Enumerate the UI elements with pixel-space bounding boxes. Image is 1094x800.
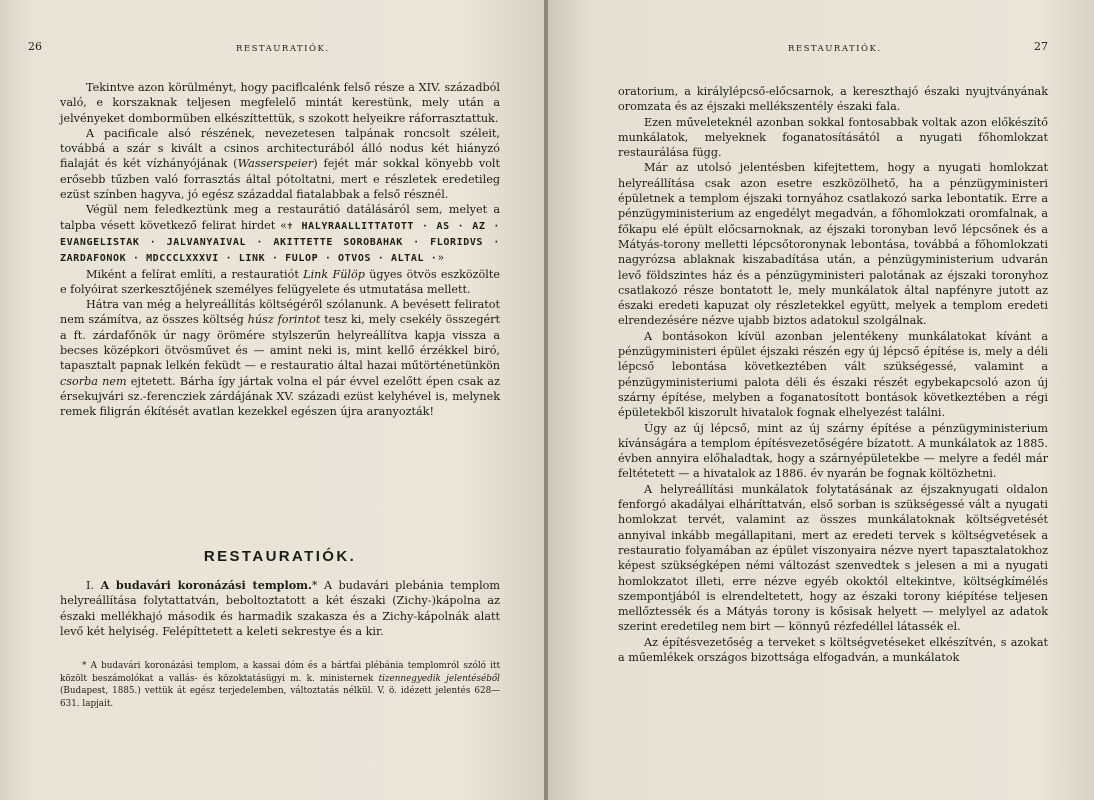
paragraph [60, 297, 500, 419]
italic-term: Wasserspeier [237, 157, 314, 171]
paragraph: A helyreállítási munkálatok folytatásának az éjszaknyugati oldalon fenforgó akadályai elháríttatván, első sorban is szükségessé vált a nyugati homlokzat tervét, valamint az összes munkálatoknak költségvetését annyival inkább megállapitani, mert az eredeti tervek s költségvetések a restauratio folyamában az épület viszonyaira nézve nyert tapasztalatokhoz képest szükségképen némi változást szenvedtek s jelesen a mi a nyugati homlokzatot illeti, erre nézve egyéb okoktól eltekintve, költségkímélés szempontjából is elrendeltetett, hogy az északi torony kiépítése teljesen mellőztessék és a Mátyás torony is kősisak helyett — melylyel az adatok szerint eredetileg nem birt — könnyű rézfedéllel látassék el. [618, 482, 1048, 634]
text-run: ejtetett. Bárha így jártak volna el pár évvel ezelőtt épen csak az érsekujvári sz.-ferencziek zárdájának XV. századi ezüst kelyhével is, melynek remek filigrán ékítését avatlan kezekkel egészen újra aranyozták! [60, 374, 500, 419]
paragraph [60, 126, 500, 202]
left-body-text [60, 80, 500, 420]
page-number-left: 26 [28, 40, 42, 53]
paragraph: Ezen műveleteknél azonban sokkal fontosabbak voltak azon előkészítő munkálatok, melyeknek foganatosításától a nyugati főhomlokzat restaurálása függ. [618, 115, 1048, 160]
text-run: ) fejét már sokkal könyebb volt erősebb tűzben való forrasztás által pótoltatni, mert e részletek eredetileg ezüst színben hagyva, jó egész századdal fiatalabbak a felső résznél. [60, 157, 501, 202]
section-body-text [60, 578, 500, 639]
paragraph [60, 202, 500, 266]
gothic-inscription: ✝ HALYRAALLITTATOTT · AS · AZ · EVANGELISTAK · JALVANYAIVAL · AKITTETTE SOROBAHAK · FLORIDVS · ZARDAFONOK · MDCCCLXXXVI · LINK · FULOP · OTVOS · ALTAL · [60, 220, 500, 265]
text-run: Végül nem feledkeztünk meg a restaurátió datálásáról sem, melyet a talpba vésett következő felirat hirdet « [60, 203, 500, 232]
paragraph: A bontásokon kívül azonban jelentékeny munkálatokat kívánt a pénzügyministeri épület éjszaki részén egy új lépcső építése is, mely a déli lépcső lebontása következtében vált szükségessé, valamint a pénzügyministeriumi palota déli és északi részét egybekapcsoló azon új szárny építése, melyben a foganatosított bontások következtében a régi épületekből kiszorult hivatalok fognak elhelyezést találni. [618, 329, 1048, 420]
italic-phrase: húsz forintot [247, 313, 321, 327]
footnote [60, 660, 500, 710]
text-run: ügyes ötvös eszközölte e folyóirat szerkesztőjének személyes felügyelete és utmutatása mellett. [60, 267, 500, 296]
paragraph: Tekintve azon körülményt, hogy paciflcalénk felső része a XIV. századból való, e korszaknak teljesen megfelelő mintát kerestünk, mely után a jelvényeket dombormüben elkészíttettük, s szokott helyeikre ráforrasztattuk. [60, 81, 500, 125]
italic-name: Link Fülöp [303, 267, 365, 281]
text-run: (Budapest, 1885.) vettük át egész terjedelemben, változtatás nélkül. V. ö. idézett jelentés 628—631. lapjait. [60, 686, 500, 709]
page-number-right: 27 [1034, 40, 1048, 53]
text-run: A pacificale alsó részének, nevezetesen talpának roncsolt széleit, továbbá a szár s kivált a csinos architecturából álló nodus két hiányzó fialaját és két vízhányójának ( [60, 126, 500, 171]
footnote-text [60, 660, 500, 710]
paragraph [60, 267, 500, 298]
paragraph: Az építésvezetőség a terveket s költségvetéseket elkészítvén, s azokat a műemlékek országos bizottsága elfogadván, a munkálatok [618, 635, 1048, 664]
text-run: » [437, 251, 445, 265]
text-run: Hátra van még a helyreállítás költségéről szólanunk. A bevésett feliratot nem számítva, az összes költség [60, 298, 500, 327]
italic-title: tizennegyedik jelentéséből [378, 673, 500, 684]
paragraph: oratorium, a királylépcső-előcsarnok, a kereszthajó északi nyujtványának oromzata és az éjszaki mellékszentély északi fala. [618, 85, 1048, 114]
running-head-left: RESTAURATIÓK. [236, 44, 330, 54]
right-body-text [618, 84, 1048, 665]
text-run: tesz ki, mely csekély összegért a ft. zárdafőnök úr nagy örömére stylszerűn helyreállítva kapja vissza a becses középkori ötvösművet és — amint neki is, mint kellő érzékkel biró, tapasztalt papnak lelkén feküdt — e restauratio által hazai műtörténetünkön [60, 313, 501, 373]
left-page [0, 0, 546, 800]
paragraph: Már az utolsó jelentésben kifejtettem, hogy a nyugati homlokzat helyreállítása csak azon esetre eszközölhető, ha a pénzügyministeri épületnek a templom éjszaki tornyához csatlakozó sarka lebontatik. Erre a pénzügyministerium az engedélyt megadván, a főhomlokzati oromfalnak, a főkapu elé épült előcsarnoknak, az éjszaki toronyban levő lépcsőnek és a Mátyás-torony melletti lépcsőtoronynak lebontása, továbbá a főhomlokzati nagyrózsa ablaknak kiszabadítása után, a pénzügyministerium udvarán levő földszintes ház és a pénzügyministeri palotának az éjszaki toronyhoz csatlakozó része bontatott le, mely munkálatok által napfényre jutott az északi eredeti kapuzat oly részletekkel együtt, melyek a templom eredeti elrendezésére nézve ujabb biztos adatokul szolgálnak. [618, 161, 1048, 328]
running-head-right: RESTAURATIÓK. [788, 44, 882, 54]
text-run: * A budavári plebánia templom helyreállítása folytattatván, beboltoztatott a két északi (Zichy-)kápolna az északi mellékhajó második és harmadik szakasza és a Zichy-kápolnák alatt levő két helyiség. Felépíttetett a keleti sekrestye és a kir. [60, 579, 500, 638]
section-number: I. [86, 579, 101, 592]
paragraph [60, 578, 500, 639]
text-run: Miként a felírat említi, a restauratiót [86, 267, 304, 281]
subsection-title: A budavári koronázási templom. [100, 578, 312, 592]
text-run: * A budavári koronázási templom, a kassai dóm és a bártfai plébánia templomról szóló itt közölt beszámolókat a vallás- és közoktatásügyi m. k. ministernek [60, 661, 500, 684]
italic-phrase: csorba nem [60, 374, 127, 388]
section-heading: RESTAURATIÓK. [203, 548, 357, 565]
paragraph: Úgy az új lépcső, mint az új szárny építése a pénzügyministerium kívánságára a templom építésvezetőségére bízatott. A munkálatok az 1885. évben annyira előhaladtak, hogy a szárnyépületekbe — melyre a fedél már feltétetett — a hivatalok az 1886. év nyarán be fognak költözhetni. [618, 421, 1048, 481]
